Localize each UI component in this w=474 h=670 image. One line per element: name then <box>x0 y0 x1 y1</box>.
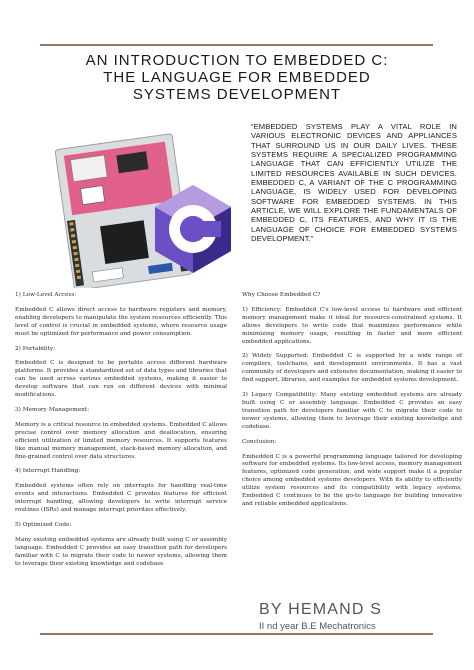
title-line-1: AN INTRODUCTION TO EMBEDDED C: <box>85 52 389 69</box>
heading-conclusion: Conclusion: <box>242 438 277 445</box>
heading-optimized-code: 5) Optimized Code: <box>15 521 72 528</box>
paragraph-conclusion: Embedded C is a powerful programming language tailored for developing software for embedded systems. Its low-level access, memory management features, optimized code generation, and wide support make it a popular choice among embedded systems developers. With its ability to efficiently utilize system resources and its compatibility with legacy systems, Embedded C continues to be the go-to language for building innovative and reliable embedded applications. <box>242 453 462 507</box>
paragraph-legacy-compatibility: 3) Legacy Compatibility: Many existing embedded systems are already built using C or assembly language. Embedded C provides an easy transition path for developers familiar with C to migrate their code to newer systems, allowing them to leverage their existing knowledge and codebase. <box>242 392 462 430</box>
paragraph-efficiency: 1) Efficiency: Embedded C's low-level access to hardware and efficient memory management make it ideal for resource-constrained systems. It allows developers to write code that maximizes performance while minimizing memory usage, resulting in faster and more efficient embedded applications. <box>242 306 462 345</box>
paragraph-low-level-access: Embedded C allows direct access to hardware registers and memory, enabling developers to manipulate the system resources efficiently. This level of control is crucial in embedded systems, where resource usage must be optimized for performance and power consumption. <box>15 306 227 337</box>
author-name: BY HEMAND S <box>259 601 383 618</box>
heading-low-level-access: 1) Low-Level Access: <box>15 292 77 298</box>
top-rule <box>40 44 433 46</box>
intro-quote: “EMBEDDED SYSTEMS PLAY A VITAL ROLE IN VARIOUS ELECTRONIC DEVICES AND APPLIANCES THAT SURROUND US IN OUR DAILY LIVES. THESE SYSTEMS REQUIRE A SPECIALIZED PROGRAMMING LANGUAGE THAT CAN EFFICIENTLY UTILIZE THE LIMITED RESOURCES AVAILABLE IN SUCH DEVICES. EMBEDDED C, A VARIANT OF THE C PROGRAMMING LANGUAGE, IS WIDELY USED FOR DEVELOPING SOFTWARE FOR EMBEDDED SYSTEMS. IN THIS ARTICLE, WE WILL EXPLORE THE FUNDAMENTALS OF EMBEDDED C, ITS FEATURES, AND WHY IT IS THE LANGUAGE OF CHOICE FOR EMBEDDED SYSTEMS DEVELOPMENT.” <box>251 122 457 244</box>
heading-interrupt-handling: 4) Interrupt Handling: <box>15 468 81 475</box>
microcontroller-board-icon <box>43 123 243 288</box>
left-column <box>15 292 227 568</box>
paragraph-interrupt-handling: Embedded systems often rely on interrupts for handling real-time events and interactions. Embedded C provides features for efficient interrupt handling, allowing developers to write interrupt service routines (ISRs) and manage interrupt priorities effectively. <box>15 483 227 514</box>
paragraph-portability: Embedded C is designed to be portable across different hardware platforms. It provides a standardized set of data types and libraries that can be used across various embedded systems, making it easier to develop software that can run on different devices with minimal modifications. <box>15 360 227 399</box>
paragraph-optimized-code: Many existing embedded systems are already built using C or assembly language. Embedded C provides an easy transition path for developers familiar with C to migrate their code to newer systems, allowing them to leverage their existing knowledge and codebase <box>15 536 227 567</box>
paragraph-widely-supported: 2) Widely Supported: Embedded C is supported by a wide range of compilers, toolchains, and development environments. It has a vast community of developers and extensive documentation, making it easier to find support, libraries, and examples for embedded systems development. <box>242 353 462 384</box>
hero-image <box>43 123 243 288</box>
paragraph-memory-management: Memory is a critical resource in embedded systems. Embedded C allows precise control over memory allocation and deallocation, ensuring efficient utilization of limited memory resources. It supports features like manual memory management, stack-based memory allocation, and fine-grained control over data structures. <box>15 421 227 460</box>
heading-portability: 2) Portability: <box>15 345 56 352</box>
bottom-rule <box>40 633 433 635</box>
author-byline <box>259 600 459 633</box>
heading-why-choose: Why Choose Embedded C? <box>242 292 321 298</box>
right-column <box>242 292 462 509</box>
heading-memory-management: 3) Memory Management: <box>15 406 90 413</box>
title-line-3: SYSTEMS DEVELOPMENT <box>132 86 342 103</box>
article-title <box>40 52 434 103</box>
author-role: II nd year B.E Mechatronics <box>259 621 376 632</box>
title-line-2: THE LANGUAGE FOR EMBEDDED <box>103 69 371 86</box>
